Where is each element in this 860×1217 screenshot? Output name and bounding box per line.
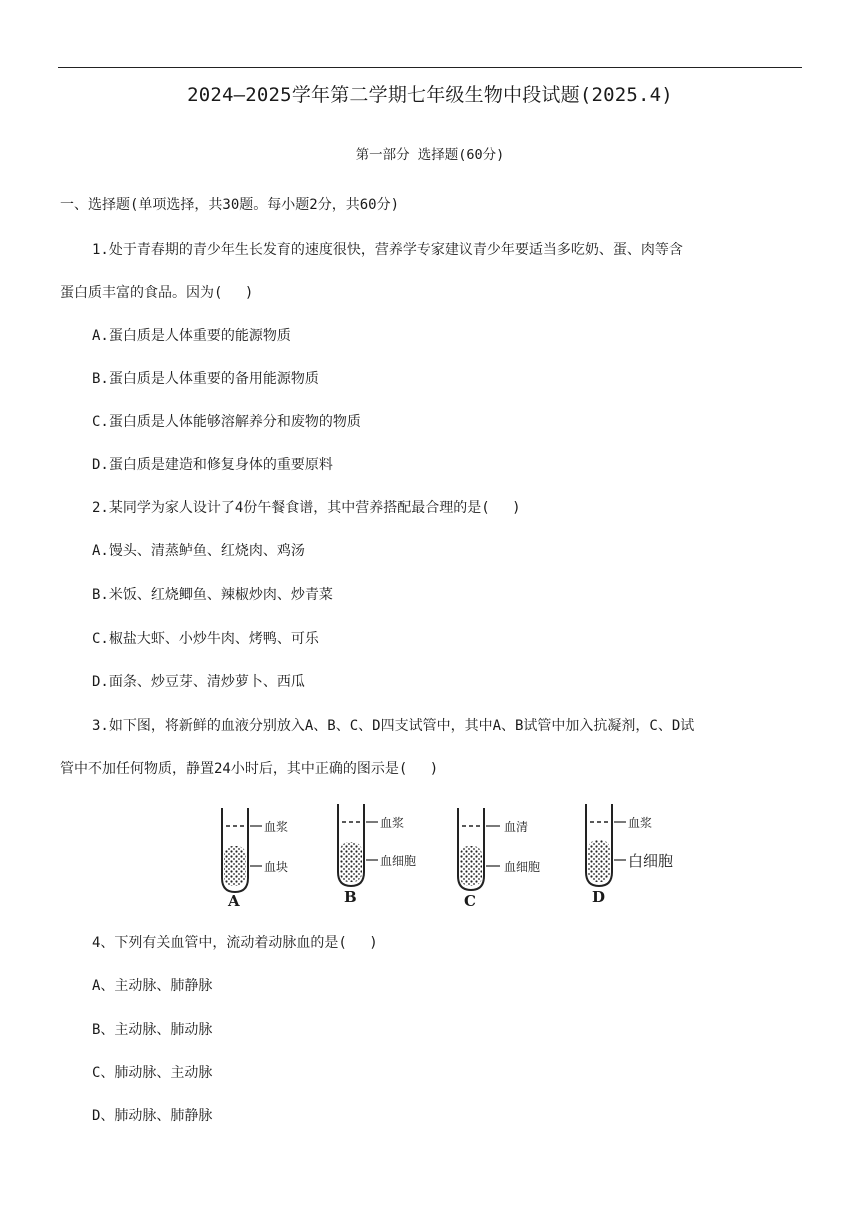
tube-b-top-label: 血浆 xyxy=(380,816,405,830)
question-3-stem: 3.如下图，将新鲜的血液分别放入A、B、C、D四支试管中，其中A、B试管中加入抗凝剂，C、D试 xyxy=(92,718,695,734)
tube-b-bottom-label: 血细胞 xyxy=(380,854,417,868)
question-2-option-d: D.面条、炒豆芽、清炒萝卜、西瓜 xyxy=(92,674,305,690)
tube-a xyxy=(222,808,262,892)
part-heading: 第一部分 选择题(60分) xyxy=(355,147,505,163)
tube-d-bottom-label: 白细胞 xyxy=(628,852,674,870)
tube-c-top-label: 血清 xyxy=(504,820,529,834)
question-3-stem-cont: 管中不加任何物质，静置24小时后，其中正确的图示是( ) xyxy=(60,761,439,777)
question-1-option-d: D.蛋白质是建造和修复身体的重要原料 xyxy=(92,457,333,473)
tube-d-letter: D xyxy=(592,888,606,906)
tube-c-bottom-label: 血细胞 xyxy=(504,860,541,874)
tube-b-letter: B xyxy=(344,888,357,906)
question-4-option-d: D、肺动脉、肺静脉 xyxy=(92,1108,213,1124)
question-1-option-c: C.蛋白质是人体能够溶解养分和废物的物质 xyxy=(92,414,361,430)
question-2-option-a: A.馒头、清蒸鲈鱼、红烧肉、鸡汤 xyxy=(92,543,305,559)
question-1-stem-cont: 蛋白质丰富的食品。因为( ) xyxy=(60,285,254,301)
tube-d-top-label: 血浆 xyxy=(628,816,653,830)
section-heading: 一、选择题(单项选择，共30题。每小题2分，共60分) xyxy=(60,197,399,213)
question-4-option-c: C、肺动脉、主动脉 xyxy=(92,1065,213,1081)
question-4-option-b: B、主动脉、肺动脉 xyxy=(92,1022,213,1038)
question-2-option-c: C.椒盐大虾、小炒牛肉、烤鸭、可乐 xyxy=(92,631,319,647)
header-rule xyxy=(58,67,802,68)
tube-d xyxy=(586,804,626,886)
question-1-option-a: A.蛋白质是人体重要的能源物质 xyxy=(92,328,291,344)
tube-c-letter: C xyxy=(464,892,476,910)
test-tube-figure xyxy=(210,800,710,910)
tube-a-top-label: 血浆 xyxy=(264,820,289,834)
question-4-stem: 4、下列有关血管中，流动着动脉血的是( ) xyxy=(92,935,378,951)
question-1-option-b: B.蛋白质是人体重要的备用能源物质 xyxy=(92,371,319,387)
question-2-stem: 2.某同学为家人设计了4份午餐食谱，其中营养搭配最合理的是( ) xyxy=(92,500,521,516)
page-title: 2024—2025学年第二学期七年级生物中段试题(2025.4) xyxy=(187,84,673,106)
tube-a-bottom-label: 血块 xyxy=(264,860,289,874)
tube-a-letter: A xyxy=(228,892,240,910)
tube-c xyxy=(458,808,500,890)
tube-b xyxy=(338,804,378,886)
question-2-option-b: B.米饭、红烧鲫鱼、辣椒炒肉、炒青菜 xyxy=(92,587,333,603)
question-4-option-a: A、主动脉、肺静脉 xyxy=(92,978,213,994)
question-1-stem: 1.处于青春期的青少年生长发育的速度很快，营养学专家建议青少年要适当多吃奶、蛋、肉等含 xyxy=(92,242,683,258)
